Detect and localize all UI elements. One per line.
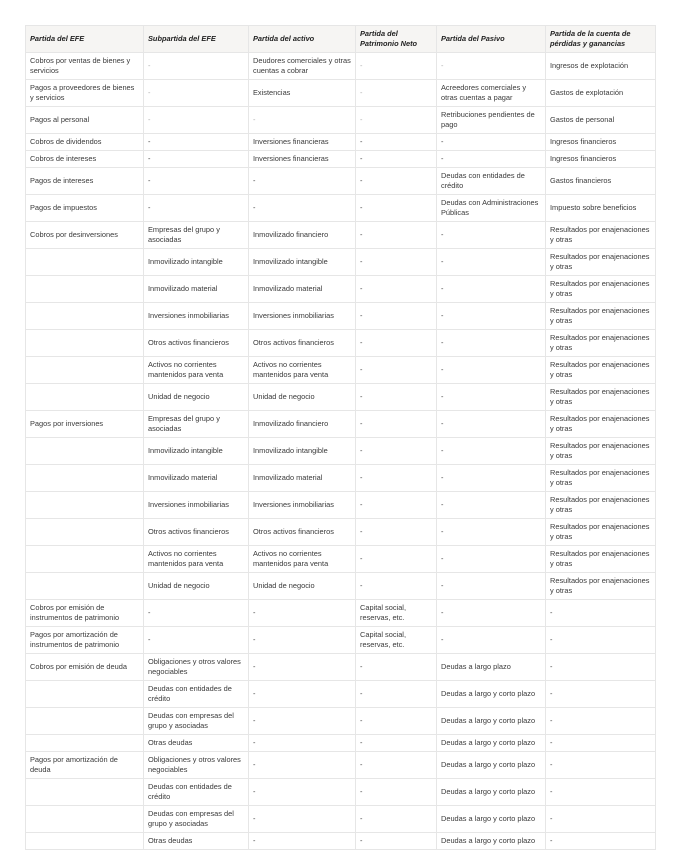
table-row [26, 107, 656, 134]
cell-subpartida-efe: - [144, 134, 249, 151]
cell-partida-activo: Unidad de negocio [249, 573, 356, 600]
cell-partida-patrimonio-neto: Capital social, reservas, etc. [356, 600, 437, 627]
cell-partida-activo: - [249, 681, 356, 708]
cell-partida-pasivo: - [437, 330, 546, 357]
cell-partida-pyg: - [546, 806, 656, 833]
cell-partida-activo: Inversiones financieras [249, 134, 356, 151]
column-header-partida-activo: Partida del activo [249, 26, 356, 53]
cell-partida-pyg: Impuesto sobre beneficios [546, 195, 656, 222]
cell-partida-efe [26, 681, 144, 708]
table-row [26, 492, 656, 519]
cell-partida-efe: Pagos por inversiones [26, 411, 144, 438]
cell-partida-patrimonio-neto: - [356, 708, 437, 735]
cell-partida-patrimonio-neto: - [356, 492, 437, 519]
cell-partida-patrimonio-neto: - [356, 438, 437, 465]
cell-partida-patrimonio-neto: Capital social, reservas, etc. [356, 627, 437, 654]
cell-partida-efe [26, 519, 144, 546]
cell-subpartida-efe: Deudas con entidades de crédito [144, 779, 249, 806]
column-header-partida-patrimonio-neto: Partida del Patrimonio Neto [356, 26, 437, 53]
cell-partida-pasivo: - [437, 249, 546, 276]
table-row [26, 249, 656, 276]
cell-partida-pasivo: - [437, 411, 546, 438]
cell-partida-pasivo: - [437, 438, 546, 465]
cell-partida-patrimonio-neto: - [356, 151, 437, 168]
table-row [26, 627, 656, 654]
cell-partida-activo: Inmovilizado financiero [249, 222, 356, 249]
cell-partida-activo: - [249, 627, 356, 654]
cell-partida-efe [26, 492, 144, 519]
cell-partida-pasivo: - [437, 546, 546, 573]
cell-partida-activo: - [249, 168, 356, 195]
cell-partida-pasivo: Deudas a largo y corto plazo [437, 833, 546, 850]
cell-partida-efe [26, 833, 144, 850]
cell-partida-efe [26, 276, 144, 303]
cell-partida-activo: Inmovilizado financiero [249, 411, 356, 438]
cell-partida-efe [26, 779, 144, 806]
cell-partida-efe [26, 573, 144, 600]
cell-partida-pyg: - [546, 779, 656, 806]
cell-partida-pasivo: - [437, 53, 546, 80]
cell-partida-activo: Inversiones inmobiliarias [249, 492, 356, 519]
cell-partida-patrimonio-neto: - [356, 546, 437, 573]
cell-partida-efe [26, 735, 144, 752]
table-row [26, 600, 656, 627]
table-row [26, 438, 656, 465]
cell-partida-pyg: - [546, 708, 656, 735]
cell-partida-patrimonio-neto: - [356, 276, 437, 303]
cell-partida-pyg: Ingresos de explotación [546, 53, 656, 80]
cell-subpartida-efe: - [144, 107, 249, 134]
table-row [26, 276, 656, 303]
table-row [26, 80, 656, 107]
cell-partida-activo: - [249, 708, 356, 735]
cell-partida-pasivo: - [437, 573, 546, 600]
table-row [26, 303, 656, 330]
cell-partida-activo: - [249, 107, 356, 134]
cell-partida-pyg: - [546, 654, 656, 681]
cell-partida-efe [26, 806, 144, 833]
cell-subpartida-efe: Empresas del grupo y asociadas [144, 222, 249, 249]
cell-subpartida-efe: Deudas con empresas del grupo y asociadas [144, 708, 249, 735]
cell-partida-pasivo: Deudas con Administraciones Públicas [437, 195, 546, 222]
cell-partida-patrimonio-neto: - [356, 779, 437, 806]
cell-partida-activo: Inmovilizado intangible [249, 249, 356, 276]
cell-subpartida-efe: Inversiones inmobiliarias [144, 492, 249, 519]
table-row [26, 833, 656, 850]
cell-partida-efe: Cobros de dividendos [26, 134, 144, 151]
cell-subpartida-efe: - [144, 151, 249, 168]
cell-subpartida-efe: Inmovilizado intangible [144, 438, 249, 465]
cell-partida-pyg: Resultados por enajenaciones y otras [546, 546, 656, 573]
cell-partida-pasivo: Deudas a largo y corto plazo [437, 779, 546, 806]
table-row [26, 384, 656, 411]
cell-partida-activo: - [249, 752, 356, 779]
cell-partida-activo: Otros activos financieros [249, 519, 356, 546]
cell-partida-pasivo: - [437, 384, 546, 411]
cell-partida-pasivo: - [437, 492, 546, 519]
cell-partida-pyg: Resultados por enajenaciones y otras [546, 438, 656, 465]
cell-partida-patrimonio-neto: - [356, 249, 437, 276]
cell-partida-pyg: Resultados por enajenaciones y otras [546, 330, 656, 357]
cell-partida-pyg: Resultados por enajenaciones y otras [546, 357, 656, 384]
cell-subpartida-efe: Unidad de negocio [144, 573, 249, 600]
cell-subpartida-efe: Activos no corrientes mantenidos para venta [144, 357, 249, 384]
cell-partida-efe [26, 465, 144, 492]
cell-subpartida-efe: Unidad de negocio [144, 384, 249, 411]
cell-partida-pyg: Resultados por enajenaciones y otras [546, 519, 656, 546]
cell-partida-activo: - [249, 195, 356, 222]
cell-subpartida-efe: - [144, 168, 249, 195]
cell-partida-patrimonio-neto: - [356, 519, 437, 546]
cell-partida-patrimonio-neto: - [356, 806, 437, 833]
cell-partida-patrimonio-neto: - [356, 107, 437, 134]
cell-subpartida-efe: Obligaciones y otros valores negociables [144, 752, 249, 779]
cell-subpartida-efe: Otros activos financieros [144, 519, 249, 546]
cell-subpartida-efe: Activos no corrientes mantenidos para venta [144, 546, 249, 573]
cell-subpartida-efe: Otros activos financieros [144, 330, 249, 357]
table-row [26, 546, 656, 573]
cell-partida-activo: Inmovilizado material [249, 276, 356, 303]
cell-partida-activo: Existencias [249, 80, 356, 107]
cell-partida-activo: Deudores comerciales y otras cuentas a cobrar [249, 53, 356, 80]
cell-partida-activo: Otros activos financieros [249, 330, 356, 357]
cell-partida-pyg: - [546, 627, 656, 654]
cell-partida-pasivo: Deudas a largo plazo [437, 654, 546, 681]
table-row [26, 708, 656, 735]
cell-subpartida-efe: Otras deudas [144, 833, 249, 850]
cell-partida-efe: Pagos por amortización de instrumentos de patrimonio [26, 627, 144, 654]
cell-partida-efe [26, 384, 144, 411]
cell-partida-activo: Inversiones financieras [249, 151, 356, 168]
cell-partida-activo: Inmovilizado intangible [249, 438, 356, 465]
table-row [26, 357, 656, 384]
cell-partida-efe: Pagos al personal [26, 107, 144, 134]
cell-partida-pyg: Resultados por enajenaciones y otras [546, 384, 656, 411]
cell-partida-efe [26, 330, 144, 357]
table-row [26, 465, 656, 492]
table-row [26, 151, 656, 168]
cell-partida-patrimonio-neto: - [356, 168, 437, 195]
cell-partida-pasivo: - [437, 303, 546, 330]
cell-partida-patrimonio-neto: - [356, 833, 437, 850]
cell-partida-pasivo: - [437, 151, 546, 168]
cell-partida-pyg: Resultados por enajenaciones y otras [546, 492, 656, 519]
cell-partida-pyg: Resultados por enajenaciones y otras [546, 573, 656, 600]
cell-subpartida-efe: - [144, 80, 249, 107]
table-row [26, 53, 656, 80]
table-header-row [26, 26, 656, 53]
table-row [26, 735, 656, 752]
cell-partida-efe [26, 303, 144, 330]
cell-subpartida-efe: Obligaciones y otros valores negociables [144, 654, 249, 681]
cell-partida-efe: Cobros por emisión de deuda [26, 654, 144, 681]
efe-mapping-table [25, 25, 656, 850]
table-row [26, 330, 656, 357]
cell-partida-efe [26, 249, 144, 276]
table-row [26, 752, 656, 779]
cell-partida-activo: Inmovilizado material [249, 465, 356, 492]
cell-partida-patrimonio-neto: - [356, 357, 437, 384]
cell-partida-pyg: - [546, 735, 656, 752]
cell-partida-activo: - [249, 735, 356, 752]
cell-partida-efe: Pagos por amortización de deuda [26, 752, 144, 779]
cell-partida-efe [26, 546, 144, 573]
table-row [26, 168, 656, 195]
cell-partida-pyg: Resultados por enajenaciones y otras [546, 303, 656, 330]
column-header-partida-pasivo: Partida del Pasivo [437, 26, 546, 53]
cell-partida-efe: Cobros por emisión de instrumentos de patrimonio [26, 600, 144, 627]
table-row [26, 222, 656, 249]
cell-partida-activo: Unidad de negocio [249, 384, 356, 411]
cell-partida-pasivo: - [437, 357, 546, 384]
cell-partida-pasivo: Deudas con entidades de crédito [437, 168, 546, 195]
cell-partida-activo: - [249, 654, 356, 681]
cell-partida-pasivo: Deudas a largo y corto plazo [437, 681, 546, 708]
cell-subpartida-efe: - [144, 53, 249, 80]
cell-subpartida-efe: - [144, 600, 249, 627]
cell-partida-pasivo: Acreedores comerciales y otras cuentas a pagar [437, 80, 546, 107]
cell-partida-efe: Pagos de intereses [26, 168, 144, 195]
cell-partida-pyg: - [546, 681, 656, 708]
cell-partida-pasivo: - [437, 627, 546, 654]
cell-partida-activo: - [249, 779, 356, 806]
cell-partida-pyg: - [546, 600, 656, 627]
cell-subpartida-efe: Otras deudas [144, 735, 249, 752]
cell-partida-patrimonio-neto: - [356, 735, 437, 752]
table-row [26, 806, 656, 833]
cell-partida-patrimonio-neto: - [356, 752, 437, 779]
cell-partida-pyg: - [546, 833, 656, 850]
cell-partida-efe: Pagos a proveedores de bienes y servicios [26, 80, 144, 107]
cell-partida-pyg: Resultados por enajenaciones y otras [546, 465, 656, 492]
table-body [26, 53, 656, 850]
cell-partida-efe: Cobros de intereses [26, 151, 144, 168]
cell-partida-patrimonio-neto: - [356, 53, 437, 80]
cell-partida-patrimonio-neto: - [356, 681, 437, 708]
cell-partida-patrimonio-neto: - [356, 195, 437, 222]
table-row [26, 519, 656, 546]
cell-partida-pyg: Gastos financieros [546, 168, 656, 195]
cell-partida-efe [26, 357, 144, 384]
cell-subpartida-efe: Empresas del grupo y asociadas [144, 411, 249, 438]
cell-partida-patrimonio-neto: - [356, 80, 437, 107]
cell-partida-pasivo: Deudas a largo y corto plazo [437, 708, 546, 735]
cell-subpartida-efe: - [144, 195, 249, 222]
cell-subpartida-efe: - [144, 627, 249, 654]
cell-partida-patrimonio-neto: - [356, 654, 437, 681]
cell-partida-activo: - [249, 806, 356, 833]
cell-partida-efe: Pagos de impuestos [26, 195, 144, 222]
cell-partida-pasivo: - [437, 600, 546, 627]
cell-subpartida-efe: Inmovilizado material [144, 465, 249, 492]
cell-partida-pasivo: Retribuciones pendientes de pago [437, 107, 546, 134]
cell-partida-pasivo: Deudas a largo y corto plazo [437, 806, 546, 833]
cell-partida-patrimonio-neto: - [356, 222, 437, 249]
cell-partida-pyg: Resultados por enajenaciones y otras [546, 249, 656, 276]
cell-partida-activo: Activos no corrientes mantenidos para venta [249, 546, 356, 573]
cell-partida-patrimonio-neto: - [356, 134, 437, 151]
table-row [26, 681, 656, 708]
cell-partida-activo: Activos no corrientes mantenidos para venta [249, 357, 356, 384]
cell-subpartida-efe: Deudas con entidades de crédito [144, 681, 249, 708]
table-row [26, 573, 656, 600]
cell-partida-patrimonio-neto: - [356, 573, 437, 600]
cell-partida-pasivo: - [437, 465, 546, 492]
cell-partida-pyg: Gastos de personal [546, 107, 656, 134]
cell-partida-pasivo: - [437, 134, 546, 151]
table-row [26, 134, 656, 151]
cell-subpartida-efe: Inmovilizado intangible [144, 249, 249, 276]
cell-partida-pyg: Ingresos financieros [546, 134, 656, 151]
cell-partida-efe: Cobros por desinversiones [26, 222, 144, 249]
cell-subpartida-efe: Deudas con empresas del grupo y asociadas [144, 806, 249, 833]
column-header-partida-efe: Partida del EFE [26, 26, 144, 53]
cell-partida-patrimonio-neto: - [356, 465, 437, 492]
cell-partida-patrimonio-neto: - [356, 303, 437, 330]
cell-partida-efe: Cobros por ventas de bienes y servicios [26, 53, 144, 80]
cell-partida-pasivo: - [437, 222, 546, 249]
cell-partida-pasivo: - [437, 276, 546, 303]
cell-partida-activo: Inversiones inmobiliarias [249, 303, 356, 330]
cell-partida-pyg: Resultados por enajenaciones y otras [546, 222, 656, 249]
table-row [26, 779, 656, 806]
cell-partida-pyg: Resultados por enajenaciones y otras [546, 411, 656, 438]
cell-partida-pasivo: Deudas a largo y corto plazo [437, 752, 546, 779]
cell-partida-patrimonio-neto: - [356, 330, 437, 357]
cell-partida-pyg: - [546, 752, 656, 779]
table-row [26, 195, 656, 222]
table-row [26, 654, 656, 681]
cell-partida-pyg: Resultados por enajenaciones y otras [546, 276, 656, 303]
cell-partida-efe [26, 438, 144, 465]
cell-partida-pyg: Gastos de explotación [546, 80, 656, 107]
column-header-subpartida-efe: Subpartida del EFE [144, 26, 249, 53]
cell-partida-pyg: Ingresos financieros [546, 151, 656, 168]
cell-subpartida-efe: Inmovilizado material [144, 276, 249, 303]
table-row [26, 411, 656, 438]
cell-subpartida-efe: Inversiones inmobiliarias [144, 303, 249, 330]
column-header-partida-pyg: Partida de la cuenta de pérdidas y ganancias [546, 26, 656, 53]
cell-partida-efe [26, 708, 144, 735]
cell-partida-patrimonio-neto: - [356, 411, 437, 438]
cell-partida-patrimonio-neto: - [356, 384, 437, 411]
cell-partida-pasivo: - [437, 519, 546, 546]
cell-partida-pasivo: Deudas a largo y corto plazo [437, 735, 546, 752]
cell-partida-activo: - [249, 600, 356, 627]
cell-partida-activo: - [249, 833, 356, 850]
